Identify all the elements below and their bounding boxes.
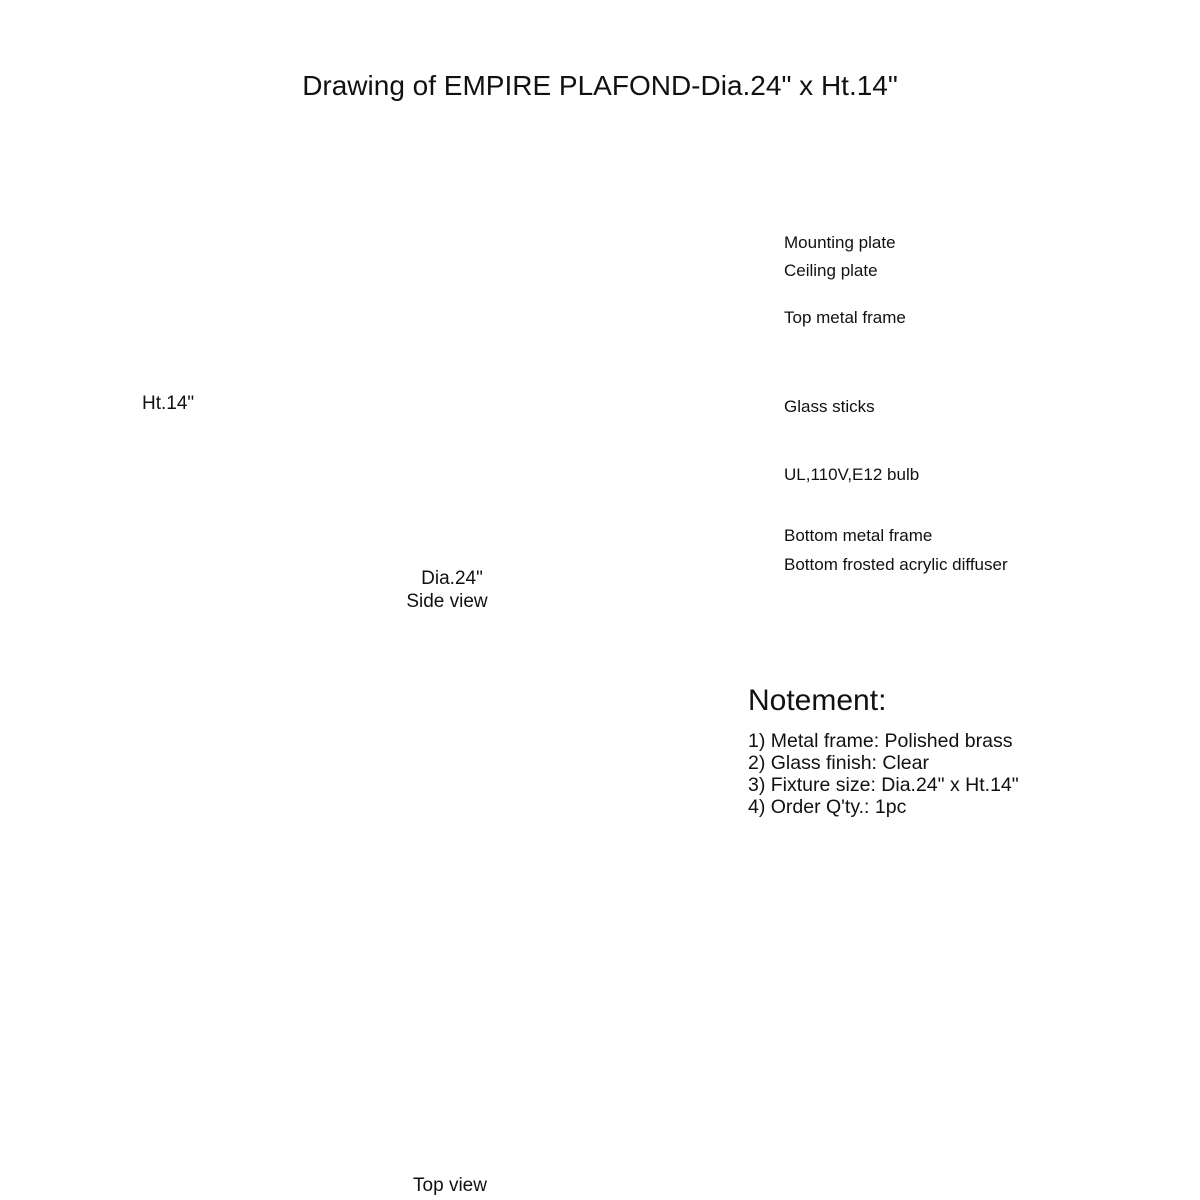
- height-dimension-text: Ht.14": [142, 393, 195, 414]
- label-ceiling-plate: Ceiling plate: [784, 261, 878, 280]
- notement-item-3: 3) Fixture size: Dia.24" x Ht.14": [748, 774, 1019, 796]
- label-bottom-diffuser: Bottom frosted acrylic diffuser: [784, 555, 1008, 574]
- label-bulb: UL,110V,E12 bulb: [784, 465, 920, 484]
- diameter-dimension-text: Dia.24": [421, 568, 483, 589]
- notement-heading: Notement:: [748, 684, 887, 717]
- label-top-metal-frame: Top metal frame: [784, 308, 906, 327]
- notement-item-1: 1) Metal frame: Polished brass: [748, 730, 1013, 752]
- top-view-caption: Top view: [413, 1175, 487, 1196]
- label-glass-sticks: Glass sticks: [784, 397, 875, 416]
- label-mounting-plate: Mounting plate: [784, 233, 896, 252]
- side-view-caption: Side view: [406, 591, 488, 612]
- label-bottom-metal-frame: Bottom metal frame: [784, 526, 933, 545]
- notement-item-2: 2) Glass finish: Clear: [748, 752, 929, 774]
- notement-item-4: 4) Order Q'ty.: 1pc: [748, 796, 907, 818]
- drawing-title: Drawing of EMPIRE PLAFOND-Dia.24" x Ht.14": [302, 70, 898, 101]
